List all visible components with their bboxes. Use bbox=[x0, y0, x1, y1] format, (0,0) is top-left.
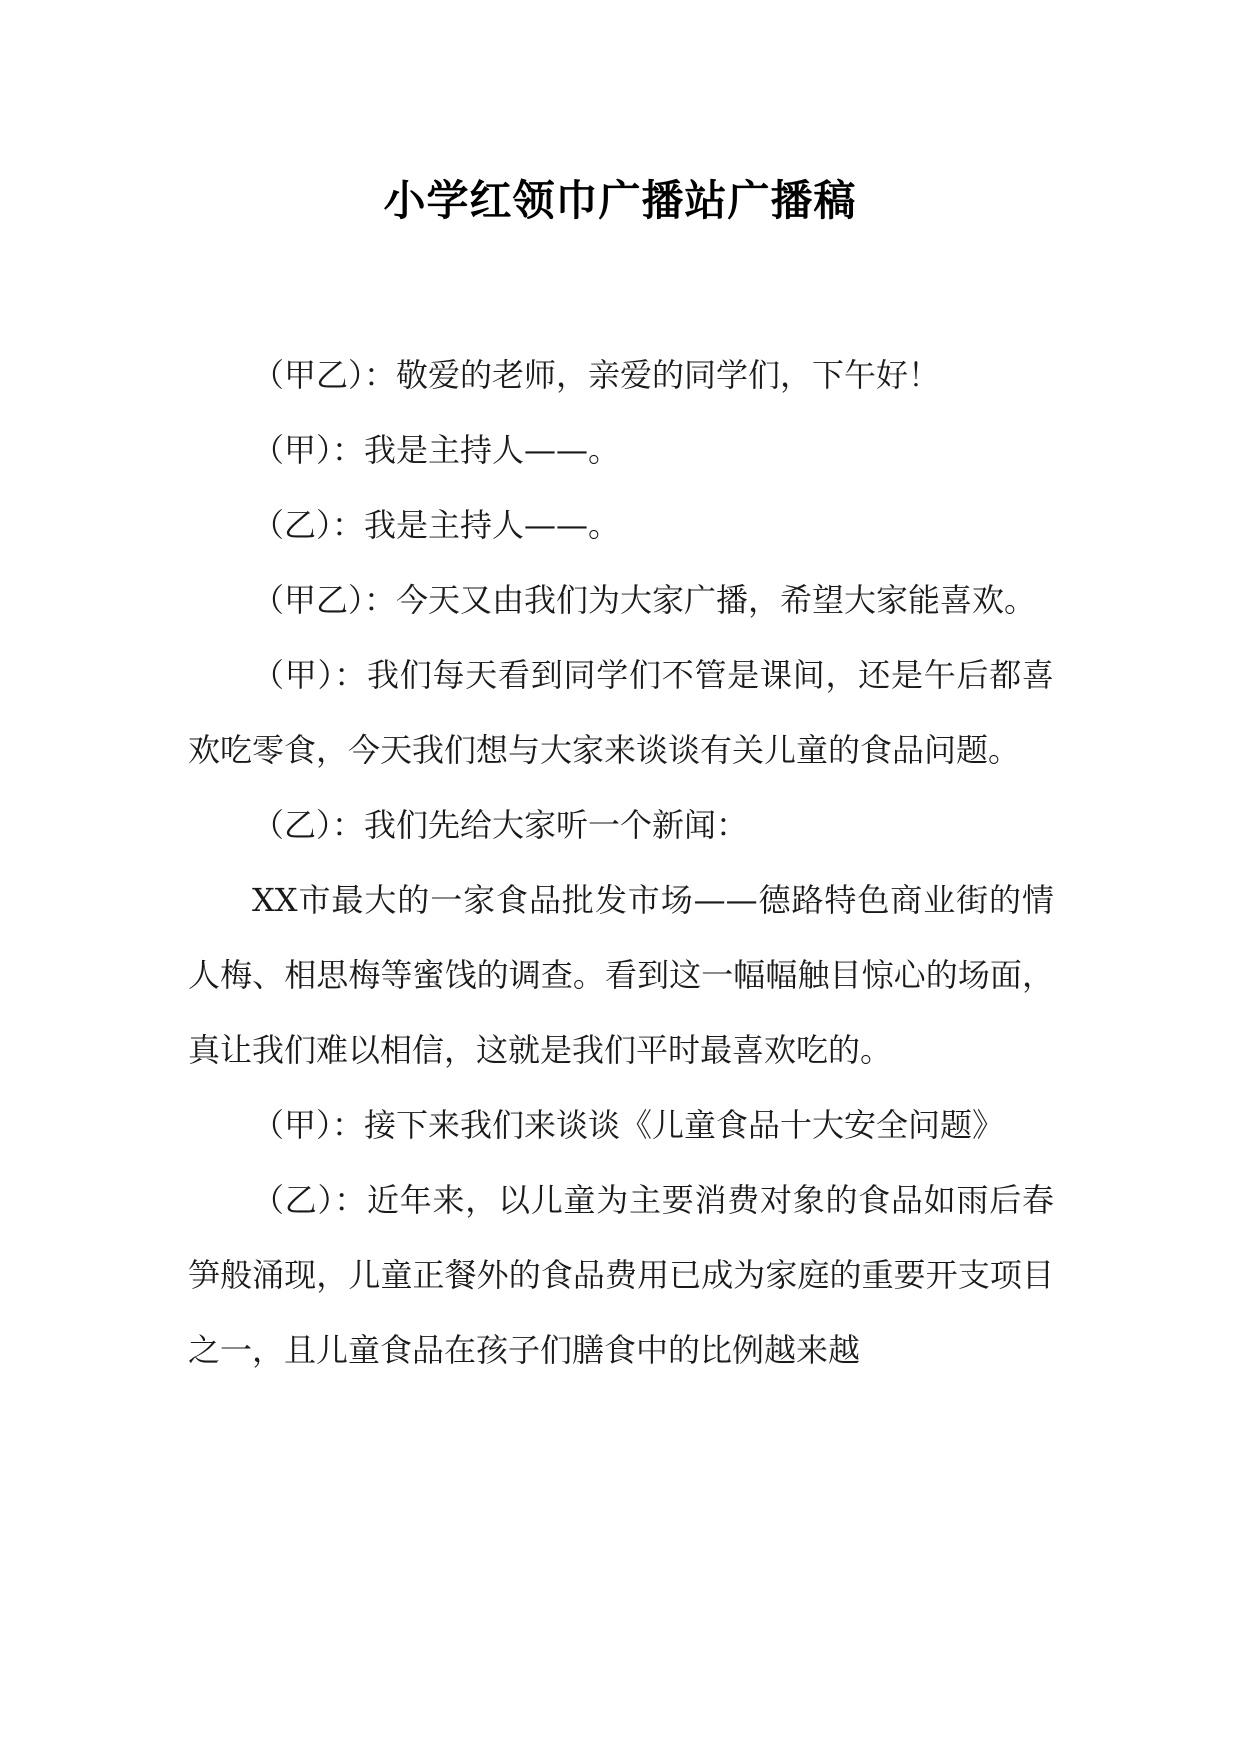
document-title: 小学红领巾广播站广播稿 bbox=[383, 176, 857, 225]
paragraph-greeting: （甲乙）：敬爱的老师，亲爱的同学们，下午好！ bbox=[252, 356, 941, 394]
paragraph-host-b: （乙）：我是主持人——。 bbox=[252, 506, 621, 544]
paragraph-host-a: （甲）：我是主持人——。 bbox=[252, 431, 621, 469]
paragraph-background: （乙）：近年来，以儿童为主要消费对象的食品如雨后春笋般涌现，儿童正餐外的食品费用已成为家庭的重要开支项目之一，且儿童食品在孩子们膳食中的比例越来越 bbox=[188, 1181, 1054, 1369]
document-body bbox=[188, 338, 1054, 1388]
paragraph-intro: （甲乙）：今天又由我们为大家广播，希望大家能喜欢。 bbox=[252, 581, 1037, 619]
paragraph-news-lead: （乙）：我们先给大家听一个新闻： bbox=[252, 806, 749, 844]
paragraph-topic: （甲）：接下来我们来谈谈《儿童食品十大安全问题》 bbox=[252, 1106, 1005, 1144]
paragraph-snacks: （甲）：我们每天看到同学们不管是课间，还是午后都喜欢吃零食，今天我们想与大家来谈谈有关儿童的食品问题。 bbox=[188, 656, 1054, 769]
paragraph-news: XX市最大的一家食品批发市场——德路特色商业街的情人梅、相思梅等蜜饯的调查。看到这一幅幅触目惊心的场面，真让我们难以相信，这就是我们平时最喜欢吃的。 bbox=[188, 881, 1054, 1069]
